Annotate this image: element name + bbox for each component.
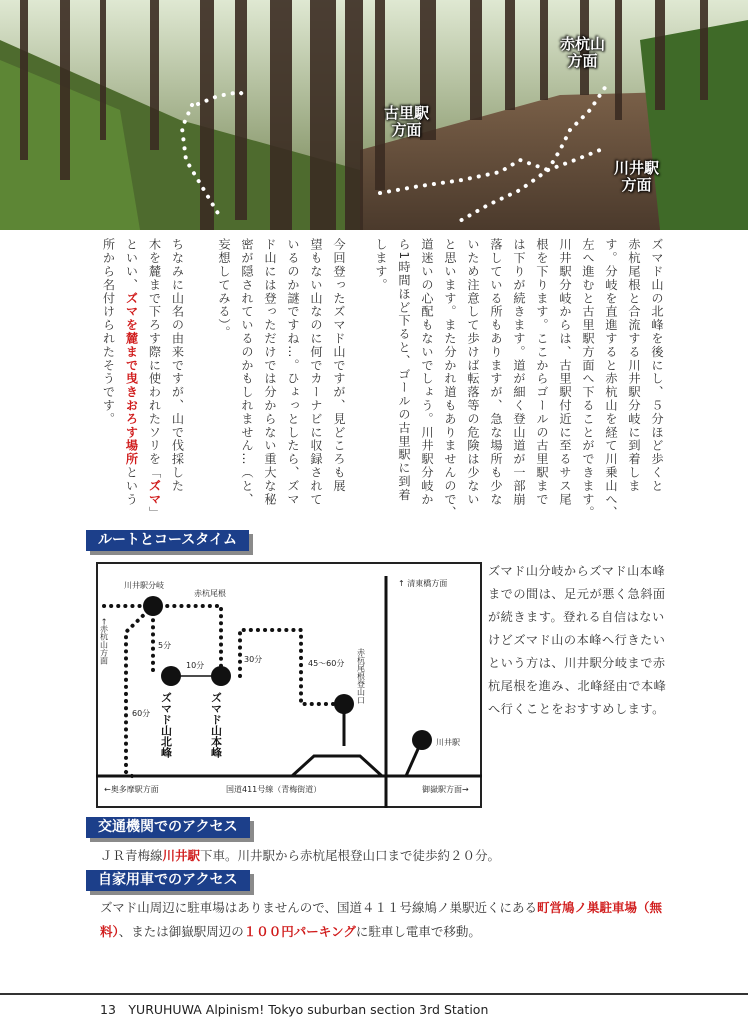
kawai-station-direction-label: 川井駅 方面 [614, 159, 660, 194]
page-footer: 13 YURUHUWA Alpinism! Tokyo suburban section 3rd Station [100, 1002, 489, 1017]
parking-highlight: 町営鳩ノ巣駐車場（無料） [100, 900, 663, 939]
body-line: します。 [374, 238, 388, 292]
body-paragraph-mountain-name [88, 238, 350, 523]
name-origin-highlight: ズマを麓まで曳きおろす場所 [124, 291, 139, 466]
label-akakui-ridge: 赤杭尾根 [194, 589, 226, 598]
body-line: は下りが続きます。道が細く登山道が一部崩 [512, 238, 526, 506]
label-mitake-direction: 御嶽駅方面→ [422, 785, 469, 794]
honmine-marker [211, 666, 231, 686]
kitamine-marker [161, 666, 181, 686]
car-access-text: ズマド山周辺に駐車場はありませんので、国道４１１号線鳩ノ巣駅近くにある町営鳩ノ巣駐車場（無料）、または御嶽駅周辺の１００円パーキングに駐車し電車で移動。 [100, 900, 663, 939]
body-line: 赤杭尾根と合流する川井駅分岐に到着しま [627, 238, 641, 493]
label-kitamine: ズマド山北峰 [159, 692, 173, 758]
label-honmine: ズマド山本峰 [209, 692, 223, 758]
body-line: 今回登ったズマド山ですが、見どころも展 [332, 238, 346, 493]
body-line: 木を麓まで下ろす際に使われたソリを「ズマ」 [147, 238, 162, 520]
coin-parking-highlight: １００円パーキング [243, 924, 356, 939]
body-line: いるのか謎ですね…。ひょっとしたら、ズマ [286, 238, 300, 506]
body-line: ら1時間ほど下ると、ゴールの古里駅に到着 [397, 238, 411, 502]
footer-divider [0, 993, 748, 995]
body-line: ズマド山の北峰を後にし、５分ほど歩くと [650, 238, 664, 493]
body-line: 落している所もありますが、急な場所も少な [489, 238, 503, 506]
body-paragraph-descent [370, 238, 668, 523]
body-line: 道迷いの心配もないでしょう。川井駅分岐か [420, 238, 434, 506]
label-kawai-station: 川井駅 [436, 738, 460, 747]
kawai-junction-marker [143, 596, 163, 616]
body-line: ド山には登っただけでは分からない重大な秘 [263, 238, 277, 506]
route-map [96, 562, 482, 808]
car-section-heading: 自家用車でのアクセス [86, 870, 250, 891]
trailhead-marker [334, 694, 354, 714]
body-line: 妄想してみる）。 [217, 238, 231, 340]
label-time-10min: 10分 [186, 661, 205, 670]
body-line: 左へ進むと古里駅方面へ下ることができます。 [581, 238, 595, 520]
body-line: といい、ズマを麓まで曳きおろす場所という [124, 238, 139, 507]
label-okutama-direction: ←奥多摩駅方面 [104, 785, 159, 794]
label-time-5min: 5分 [158, 641, 172, 650]
kawai-station-marker [412, 730, 432, 750]
label-akakuiyama-direction: ←赤杭山方面 [99, 618, 109, 665]
body-line: す。分岐を直進すると赤杭山を経て川乗山へ、 [604, 238, 618, 520]
akakuiyama-direction-label: 赤杭山 方面 [560, 35, 606, 70]
transit-access-text: ＪＲ青梅線川井駅下車。川井駅から赤杭尾根登山口まで徒歩約２０分。 [100, 848, 501, 863]
body-line: 所から名付けられたそうです。 [101, 238, 116, 426]
label-kawai-junction: 川井駅分岐 [124, 581, 164, 590]
label-time-60min: 60分 [132, 709, 151, 718]
route-side-note: ズマド山分岐からズマド山本峰までの間は、足元が悪く急斜面が続きます。登れる自信はないけどズマド山の本峰へ行きたいという方は、川井駅分岐まで赤杭尾根を進み、北峰経由で本峰へ行くことをおすすめします。 [488, 564, 667, 716]
label-trailhead: 赤杭尾根登山口 [356, 648, 366, 704]
trail-photo [0, 0, 748, 230]
body-line: と思います。また分かれ道もありませんので、 [443, 238, 457, 520]
body-line: 川井駅分岐からは、古里駅付近に至るサス尾 [558, 238, 572, 506]
label-kiyotakibashi-direction: ↑ 清東橋方面 [398, 579, 448, 588]
label-time-45-60min: 45〜60分 [308, 659, 345, 668]
body-line: 根を下ります。ここからゴールの古里駅まで [535, 238, 549, 506]
label-time-30min: 30分 [244, 655, 263, 664]
kawai-station-highlight: 川井駅 [162, 848, 201, 863]
forest-trail-image [0, 0, 748, 230]
label-route-411: 国道411号線（青梅街道） [226, 785, 322, 794]
body-line: 望もない山なのに何でカーナビに収録されて [309, 238, 323, 506]
body-line: ちなみに山名の由来ですが、山で伐採した [170, 238, 185, 493]
zuma-highlight: ズマ [147, 479, 162, 507]
body-line: 密が隠されているのかもしれません…（と、 [240, 238, 254, 506]
route-section-heading: ルートとコースタイム [86, 530, 249, 551]
body-line: いため注意して歩けば転落等の危険は少ない [466, 238, 480, 506]
kori-station-direction-label: 古里駅 方面 [384, 104, 430, 139]
transit-section-heading: 交通機関でのアクセス [86, 817, 250, 838]
